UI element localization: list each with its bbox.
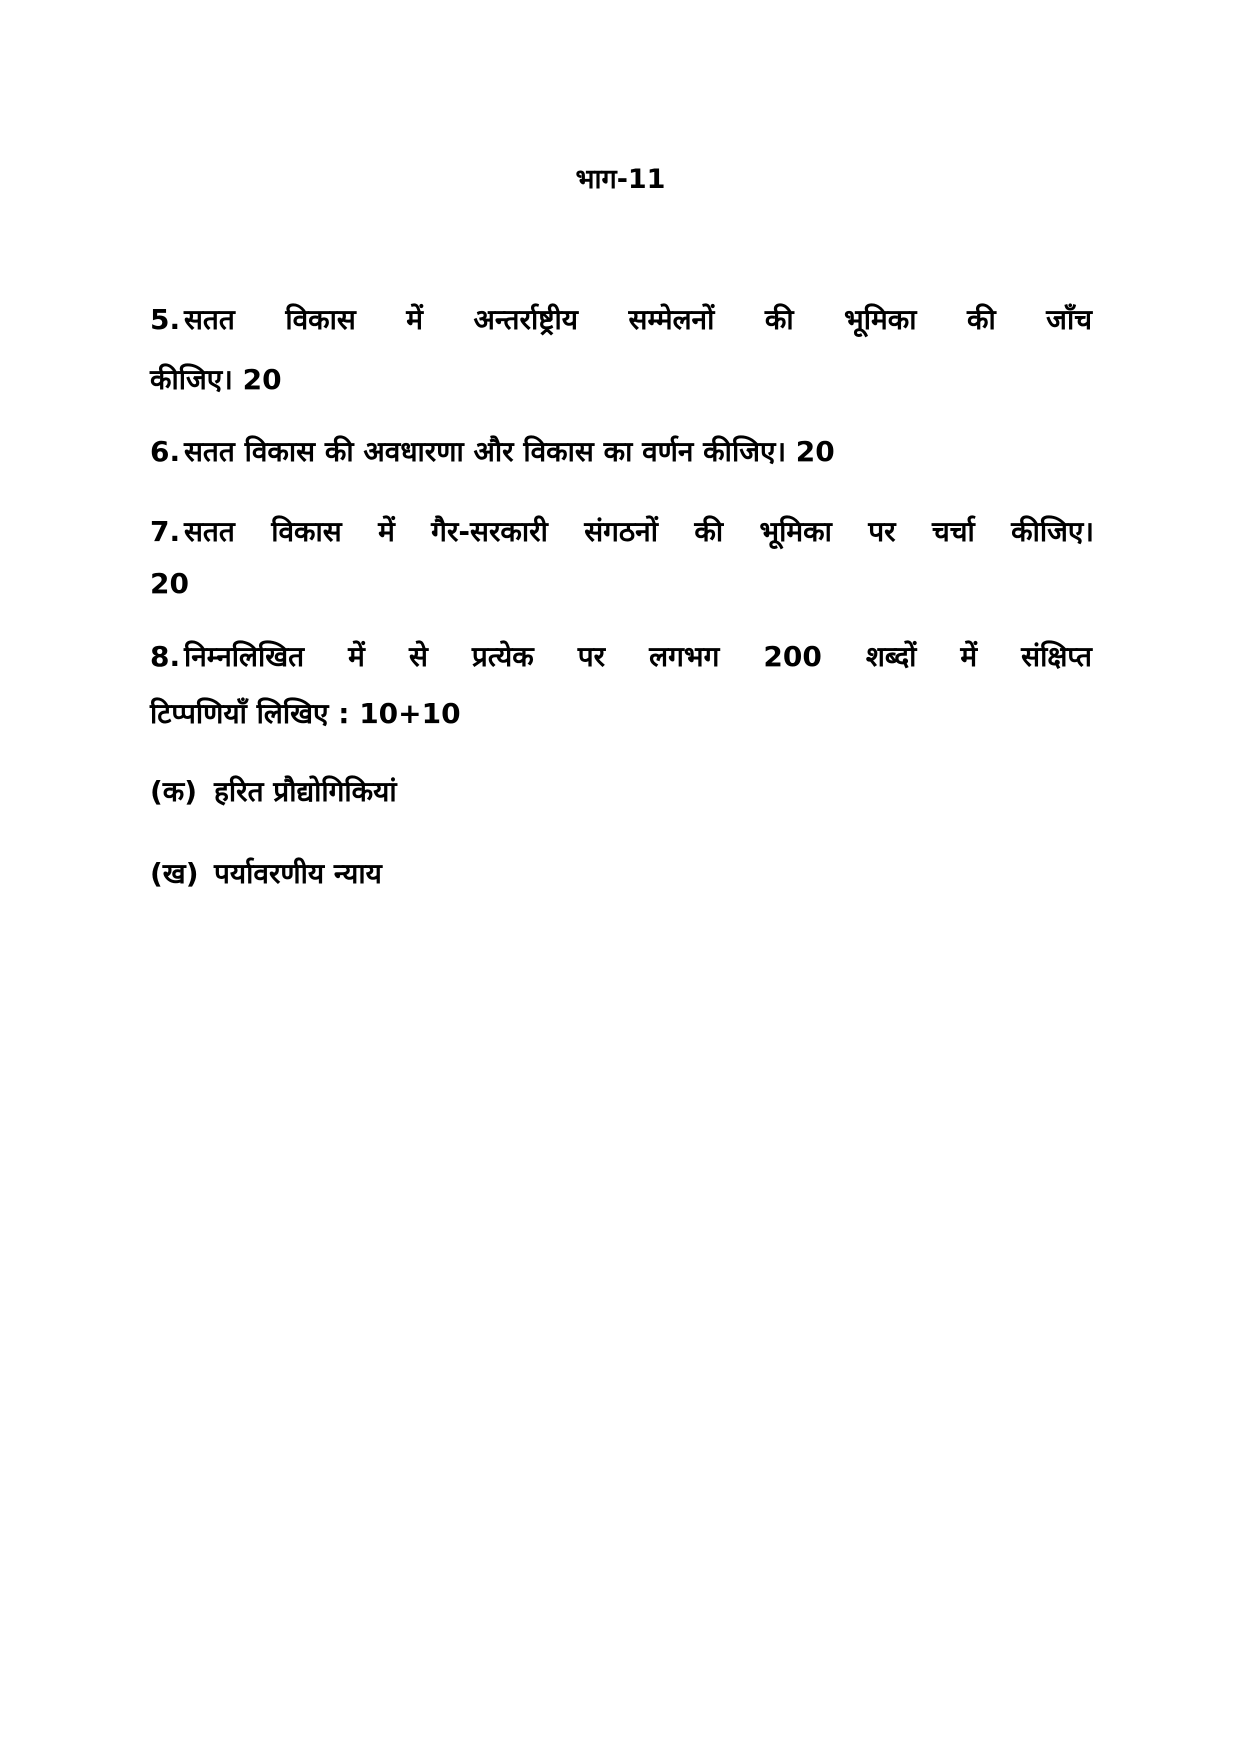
question-text: सतत विकास की अवधारणा और विकास का वर्णन कीजिए। 20 xyxy=(184,435,835,468)
section-heading: भाग-11 xyxy=(575,164,666,195)
question-number: 6. xyxy=(150,435,181,468)
question-7 xyxy=(150,510,1094,554)
question-number: 8. xyxy=(150,640,181,673)
question-5 xyxy=(150,298,1092,342)
sub-item-text: पर्यावरणीय न्याय xyxy=(214,857,382,890)
question-6 xyxy=(150,430,835,474)
question-8-continuation: टिप्पणियाँ लिखिए : 10+10 xyxy=(150,697,461,730)
question-text: सतत विकास में गैर-सरकारी संगठनों की भूमिका पर चर्चा कीजिए। xyxy=(184,515,1094,548)
question-8 xyxy=(150,635,1092,679)
question-text: निम्नलिखित में से प्रत्येक पर लगभग 200 शब्दों में संक्षिप्त xyxy=(184,640,1092,673)
sub-item-text: हरित प्रौद्योगिकियां xyxy=(214,775,397,808)
question-number: 7. xyxy=(150,515,181,548)
question-text: सतत विकास में अन्तर्राष्ट्रीय सम्मेलनों की भूमिका की जाँच xyxy=(184,303,1092,336)
question-5-continuation: कीजिए। 20 xyxy=(150,363,282,396)
question-7-continuation: 20 xyxy=(150,567,189,600)
sub-item-ka xyxy=(150,770,397,814)
sub-item-kha xyxy=(150,852,382,896)
sub-item-label: (क) xyxy=(150,775,198,808)
sub-item-label: (ख) xyxy=(150,857,199,890)
question-number: 5. xyxy=(150,303,181,336)
